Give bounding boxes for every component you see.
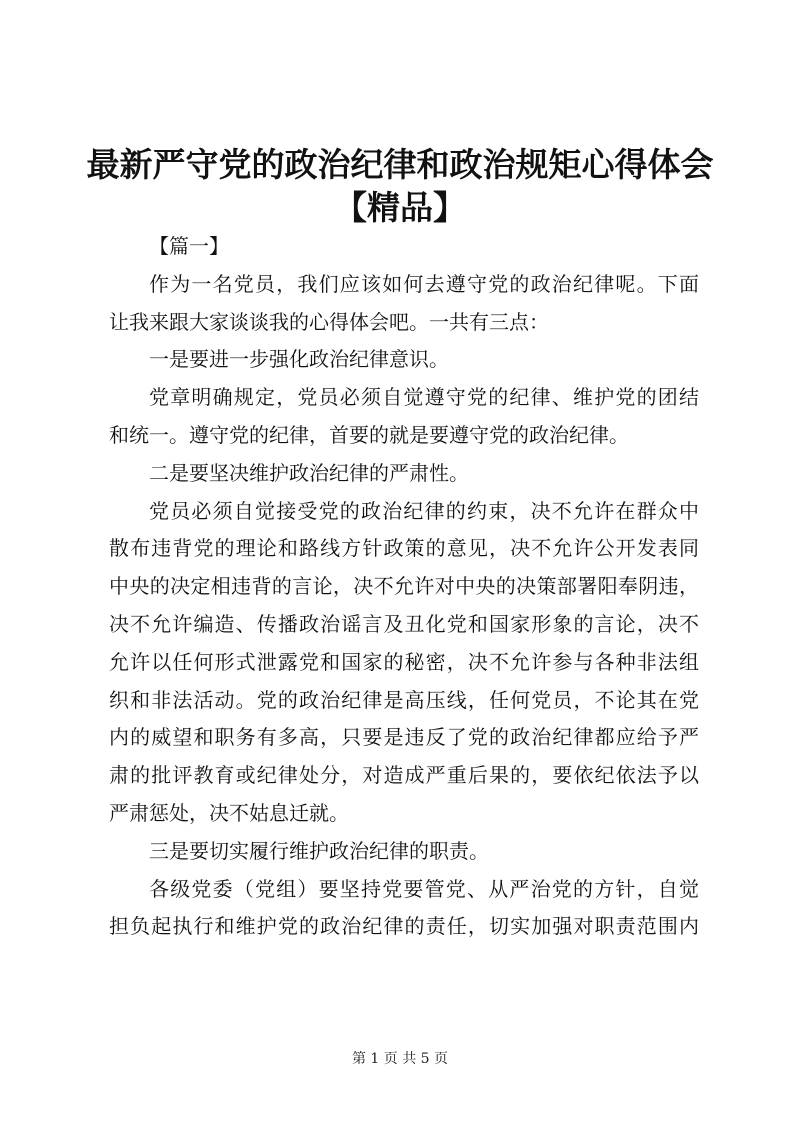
body-text-line: 党章明确规定，党员必须自觉遵守党的纪律、维护党的团结 — [149, 385, 699, 410]
body-text-line: 一是要进一步强化政治纪律意识。 — [149, 347, 449, 372]
body-text-line: 内的威望和职务有多高，只要是违反了党的政治纪律都应给予严 — [109, 725, 699, 750]
body-text-line: 中央的决定相违背的言论，决不允许对中央的决策部署阳奉阴违， — [109, 574, 699, 599]
body-text-line: 各级党委（党组）要坚持党要管党、从严治党的方针，自觉 — [149, 876, 699, 901]
document-title-line-1: 最新严守党的政治纪律和政治规矩心得体会 — [86, 145, 714, 184]
body-text-line: 二是要坚决维护政治纪律的严肃性。 — [149, 460, 469, 485]
document-title-line-2: 【精品】 — [334, 188, 466, 227]
page-footer: 第 1 页 共 5 页 — [351, 1051, 449, 1067]
body-text-line: 织和非法活动。党的政治纪律是高压线，任何党员，不论其在党 — [109, 687, 699, 712]
body-text-line: 三是要切实履行维护政治纪律的职责。 — [149, 838, 489, 863]
body-text-line: 担负起执行和维护党的政治纪律的责任，切实加强对职责范围内 — [109, 914, 699, 939]
body-text-line: 肃的批评教育或纪律处分，对造成严重后果的，要依纪依法予以 — [109, 763, 699, 788]
body-text-line: 党员必须自觉接受党的政治纪律的约束，决不允许在群众中 — [149, 498, 699, 523]
document-body — [109, 228, 699, 946]
body-text-line: 散布违背党的理论和路线方针政策的意见，决不允许公开发表同 — [109, 536, 699, 561]
body-text-line: 允许以任何形式泄露党和国家的秘密，决不允许参与各种非法组 — [109, 649, 699, 674]
body-text-line: 作为一名党员，我们应该如何去遵守党的政治纪律呢。下面 — [149, 271, 699, 296]
body-text-line: 让我来跟大家谈谈我的心得体会吧。一共有三点： — [109, 309, 549, 334]
body-text-line: 决不允许编造、传播政治谣言及丑化党和国家形象的言论，决不 — [109, 611, 699, 636]
body-text-line: 【篇一】 — [149, 234, 229, 258]
body-text-line: 和统一。遵守党的纪律，首要的就是要遵守党的政治纪律。 — [109, 422, 629, 447]
body-text-line: 严肃惩处，决不姑息迁就。 — [109, 800, 349, 825]
